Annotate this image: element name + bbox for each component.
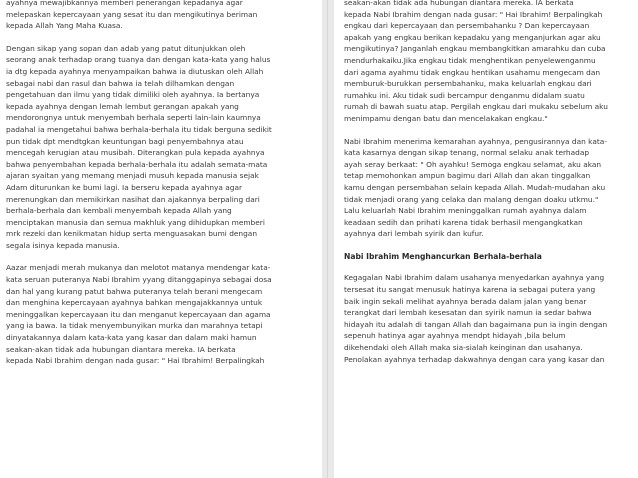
section-heading: Nabi Ibrahim Menghancurkan Berhala-berhala [344, 251, 542, 261]
column-divider [327, 0, 328, 478]
column-gap [322, 0, 334, 478]
paragraph: seakan-akan tidak ada hubungan diantara mereka. IA berkata kepada Nabi Ibrahim dengan nada gusar: " Hai Ibrahim! Berpalingkah engkau dari kepercayaan dan persembahanku ? Dan kepercayaan apakah yang engkau berikan kepadaku yang menganjurkan agar aku mengikutinya? Janganlah engkau membangkitkan amarahku dan cuba mendurhakaiku.Jika engkau tidak menghentikan penyelewenganmu dari agama ayahmu tidak engkau hentikan usahamu mengecam dan memburuk-burukkan persembahanku, maka keluarlah engkau dari rumahku ini. Aku tidak sudi bercampur denganmu didalam suatu rumah di bawah suatu atap. Pergilah engkau dari mukaku sebelum aku menimpamu dengan batu dan mencelakakan engkau." [344, 0, 608, 123]
paragraph: Dengan sikap yang sopan dan adab yang patut ditunjukkan oleh seorang anak terhadap orang tuanya dan dengan kata-kata yang halus ia dtg kepada ayahnya menyampaikan bahwa ia diutuskan oleh Allah sebagai nabi dan rasul dan bahwa ia telah dilhamkan dengan pengetahuan dan ilmu yang tidak dimiliki oleh ayahnya. Ia bertanya kepada ayahnya dengan lemah lembut gerangan apakah yang mendorongnya untuk menyembah berhala seperti lain-lain kaumnya padahal ia mengetahui bahwa berhala-berhala itu tidak berguna sedikit pun tidak dpt mendtgkan keuntungan bagi penyembahnya atau mencegah kerugian atau musibah. Diterangkan pula kepada ayahnya bahwa penyembahan kepada berhala-berhala itu adalah semata-mata ajaran syaitan yang memang menjadi musuh kepada manusia sejak Adam diturunkan ke bumi lagi. Ia berseru kepada ayahnya agar merenungkan dan memikirkan nasihat dan ajakannya berpaling dari berhala-berhala dan kembali menyembah kepada Allah yang menciptakan manusia dan semua makhluk yang dihidupkan memberi mrk rezeki dan kenikmatan hidup serta menguasakan bumi dengan segala isinya kepada manusia. [6, 43, 272, 250]
paragraph: Kegagalan Nabi Ibrahim dalam usahanya menyedarkan ayahnya yang tersesat itu sangat menusuk hatinya karena ia sebagai putera yang baik ingin sekali melihat ayahnya berada dalam jalan yang benar terangkat dari lembah kesesatan dan syirik namun ia sedar bahwa hidayah itu adalah di tangan Allah dan bagaimana pun ia ingin dengan sepenuh hatinya agar ayahnya mendpt hidayah ,bila belum dikehendaki oleh Allah maka sia-sialah keinginan dan usahanya. Penolakan ayahnya terhadap dakwahnya dengan cara yang kasar dan [344, 273, 608, 364]
right-column [334, 0, 638, 478]
paragraph: Aazar menjadi merah mukanya dan melotot matanya mendengar kata- kata seruan puteranya Nabi Ibrahim yyang ditanggapinya sebagai dosa dan hal yang kurang patut bahwa puteranya telah berani mengecam dan menghina kepercayaan ayahnya bahkan mengajakkannya untuk meninggalkan kepercayaan itu dan menganut kepercayaan dan agama yang ia bawa. Ia tidak menyembunyikan murka dan marahnya tetapi dinyatakannya dalam kata-kata yang kasar dan dalam maki hamun seakan-akan tidak ada hubungan diantara mereka. IA berkata kepada Nabi Ibrahim dengan nada gusar: " Hai Ibrahim! Berpalingkah [6, 263, 272, 366]
paragraph: ayahnya mewajibkannya memberi penerangan kepadanya agar melepaskan kepercayaan yang sesat itu dan mengikutinya beriman kepada Allah Yang Maha Kuasa. [6, 0, 258, 31]
paragraph: Nabi Ibrahim menerima kemarahan ayahnya, pengusirannya dan kata- kata kasarnya dengan sikap tenang, normal selaku anak terhadap ayah seray berkaat: " Oh ayahku! Semoga engkau selamat, aku akan tetap memohonkan ampun bagimu dari Allah dan akan tinggalkan kamu dengan persembahan selain kepada Allah. Mudah-mudahan aku tidak menjadi orang yang celaka dan malang dengan doaku utkmu." Lalu keluarlah Nabi Ibrahim meninggalkan rumah ayahnya dalam keadaan sedih dan prihati karena tidak berhasil mengangkatkan ayahnya dari lembah syirik dan kufur. [344, 136, 607, 239]
